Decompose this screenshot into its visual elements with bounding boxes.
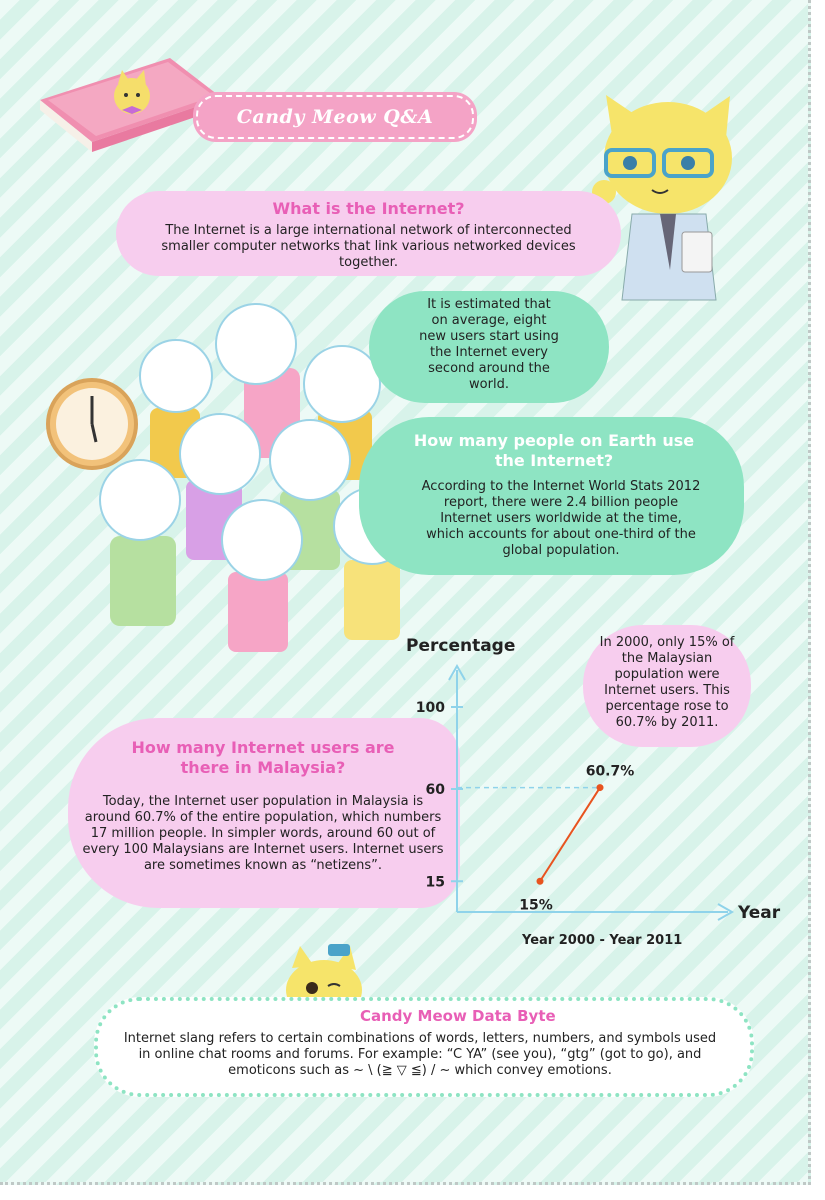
- malaysia-users-heading: How many Internet users are there in Malaysia?: [131, 738, 395, 777]
- data-byte-text: Internet slang refers to certain combinations of words, letters, numbers, and symbols used in online chat rooms and forums. For example: “C YA” (see you), “gtg” (got to go), and emoticons such as ~ \ (≧ ▽ ≦) / ~ which convey emotions.: [123, 1031, 717, 1078]
- data-byte-title: Candy Meow Data Byte: [360, 1007, 556, 1025]
- y-axis-label: Percentage: [406, 636, 516, 656]
- chart-note-text: In 2000, only 15% of the Malaysian population were Internet users. This percentage rose to 60.7% by 2011.: [599, 635, 735, 730]
- data-point-2000: [537, 878, 544, 885]
- malaysia-users-text: Today, the Internet user population in Malaysia is around 60.7% of the entire population, which numbers 17 million people. In simpler words, around 60 out of every 100 Malaysians are Internet users. Internet users are sometimes known as “netizens”.: [82, 794, 444, 873]
- y-tick-label-15: 15: [425, 874, 445, 891]
- x-axis-label: Year: [738, 903, 781, 923]
- y-tick-label-100: 100: [415, 700, 445, 716]
- y-tick-label-60: 60: [425, 782, 445, 798]
- data-label-2000: 15%: [519, 897, 553, 914]
- series-line: [540, 788, 600, 882]
- what-is-internet-heading: What is the Internet?: [272, 199, 465, 218]
- people-using-internet-heading: How many people on Earth use the Internet?: [413, 431, 695, 470]
- title-banner: Candy Meow Q&A: [196, 95, 474, 139]
- data-point-2011: [597, 784, 604, 791]
- chart-caption: Year 2000 - Year 2011: [522, 933, 683, 948]
- data-label-2011: 60.7%: [585, 763, 635, 780]
- what-is-internet-text: The Internet is a large international network of interconnected smaller computer networks that link various networked devices together.: [161, 223, 576, 270]
- people-using-internet-text: According to the Internet World Stats 2012 report, there were 2.4 billion people Internet users worldwide at the time, which accounts for about one-third of the global population.: [421, 479, 701, 558]
- estimate-text: It is estimated that on average, eight new users start using the Internet every second around the world.: [419, 297, 559, 392]
